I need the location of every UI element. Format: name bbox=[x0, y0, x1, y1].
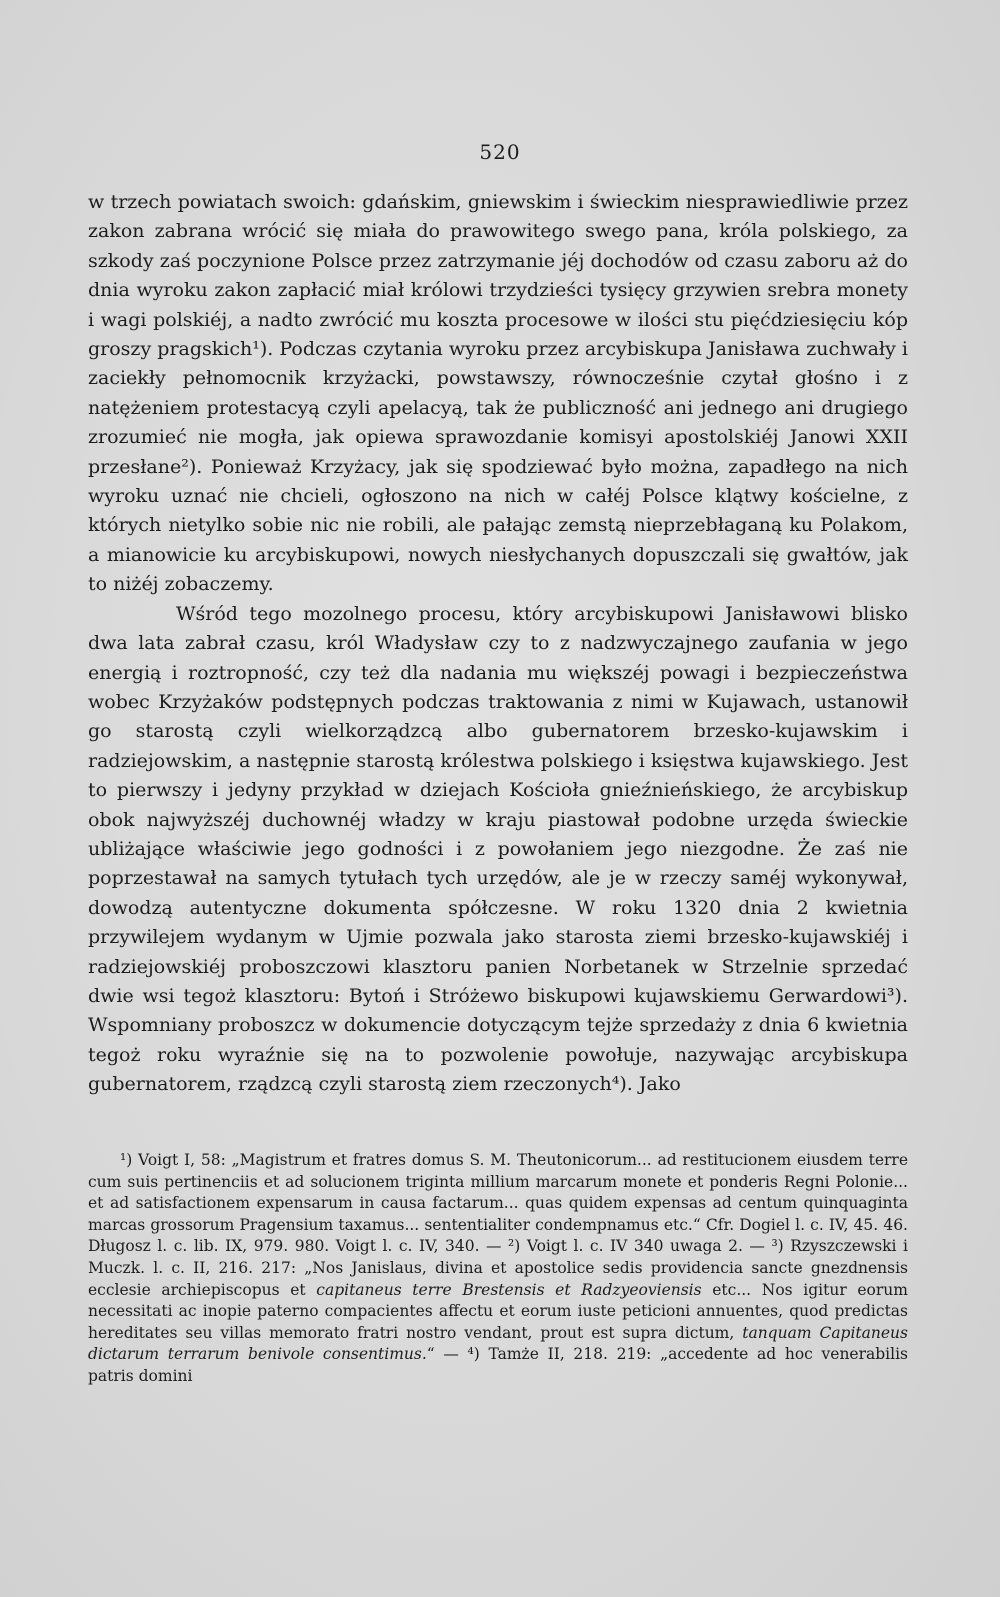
footnote-italic-1: capitaneus terre Brestensis et Radzyeoviensis bbox=[316, 1280, 702, 1299]
footnotes bbox=[88, 1150, 908, 1388]
footnote-text-2: etc... Nos igitur eorum necessitati ac inopie paterno compacientes affectu et eorum iuste peticioni annuentes, quod predictas hereditates seu villas memorato fratri nostro vendant, prout est supra dictum, bbox=[88, 1280, 908, 1342]
footnote-text-1: ¹) Voigt I, 58: „Magistrum et fratres domus S. M. Theutonicorum... ad restitucionem eiusdem terre cum suis pertinenciis et ad solucionem triginta millium marcarum monete et ponderis Regni Polonie... et ad satisfactionem expensarum in causa factarum... quas quidem expensas ad centum quinquaginta marcas grossorum Pragensium taxamus... sententialiter condempnamus etc.“ Cfr. Dogiel l. c. IV, 45. 46. Długosz l. c. lib. IX, 979. 980. Voigt l. c. IV, 340. — ²) Voigt l. c. IV 340 uwaga 2. — ³) Rzyszczewski i Muczk. l. c. II, 216. 217: „Nos Janislaus, divina et apostolice sedis providencia sancte gnezdnensis ecclesie archiepiscopus et bbox=[88, 1151, 908, 1299]
footnote-text-3: “ — ⁴) Tamże II, 218. 219: „accedente ad hoc venerabilis patris domini bbox=[88, 1345, 908, 1385]
main-text bbox=[88, 188, 908, 1100]
paragraph-1: w trzech powiatach swoich: gdańskim, gniewskim i świeckim niesprawiedliwie przez zakon zabrana wrócić się miała do prawowitego swego pana, króla polskiego, za szkody zaś poczynione Polsce przez zatrzymanie jéj dochodów od czasu zaboru aż do dnia wyroku zakon zapłacić miał królowi trzydzieści tysięcy grzywien srebra monety i wagi polskiéj, a nadto zwrócić mu koszta procesowe w ilości stu pięćdziesięciu kóp groszy pragskich¹). Podczas czytania wyroku przez arcybiskupa Janisława zuchwały i zaciekły pełnomocnik krzyżacki, powstawszy, równocześnie czytał głośno i z natężeniem protestacyą czyli apelacyą, tak że publiczność ani jednego ani drugiego zrozumieć nie mogła, jak opiewa sprawozdanie komisyi apostolskiéj Janowi XXII przesłane²). Ponieważ Krzyżacy, jak się spodziewać było można, zapadłego na nich wyroku uznać nie chcieli, ogłoszono na nich w całéj Polsce klątwy kościelne, z których nietylko sobie nic nie robili, ale pałając zemstą nieprzebłaganą ku Polakom, a mianowicie ku arcybiskupowi, nowych niesłychanych dopuszczali się gwałtów, jak to niżéj zobaczemy. bbox=[88, 191, 908, 596]
footnote-italic-2: tanquam Capitaneus dictarum terrarum benivole consentimus. bbox=[88, 1323, 908, 1364]
paragraph-2: Wśród tego mozolnego procesu, który arcybiskupowi Janisławowi blisko dwa lata zabrał czasu, król Władysław czy to z nadzwyczajnego zaufania w jego energią i roztropność, czy też dla nadania mu większéj powagi i bezpieczeństwa wobec Krzyżaków podstępnych podczas traktowania z nimi w Kujawach, ustanowił go starostą czyli wielkorządzcą albo gubernatorem brzesko-kujawskim i radziejowskim, a następnie starostą królestwa polskiego i księstwa kujawskiego. Jest to pierwszy i jedyny przykład w dziejach Kościoła gnieźnieńskiego, że arcybiskup obok najwyższéj duchownéj władzy w kraju piastował podobne urzęda świeckie ubliżające właściwie jego godności i z powołaniem jego niezgodne. Że zaś nie poprzestawał na samych tytułach tych urzędów, ale je w rzeczy saméj wykonywał, dowodzą autentyczne dokumenta spółczesne. W roku 1320 dnia 2 kwietnia przywilejem wydanym w Ujmie pozwala jako starosta ziemi brzesko-kujawskiéj i radziejowskiéj proboszczowi klasztoru panien Norbetanek w Strzelnie sprzedać dwie wsi tegoż klasztoru: Bytoń i Stróżewo biskupowi kujawskiemu Gerwardowi³). Wspomniany proboszcz w dokumencie dotyczącym tejże sprzedaży z dnia 6 kwietnia tegoż roku wyraźnie się na to pozwolenie powołuje, nazywając arcybiskupa gubernatorem, rządzcą czyli starostą ziem rzeczonych⁴). Jako bbox=[88, 602, 908, 1096]
page-number: 520 bbox=[479, 140, 521, 164]
footnote-block bbox=[88, 1150, 908, 1388]
